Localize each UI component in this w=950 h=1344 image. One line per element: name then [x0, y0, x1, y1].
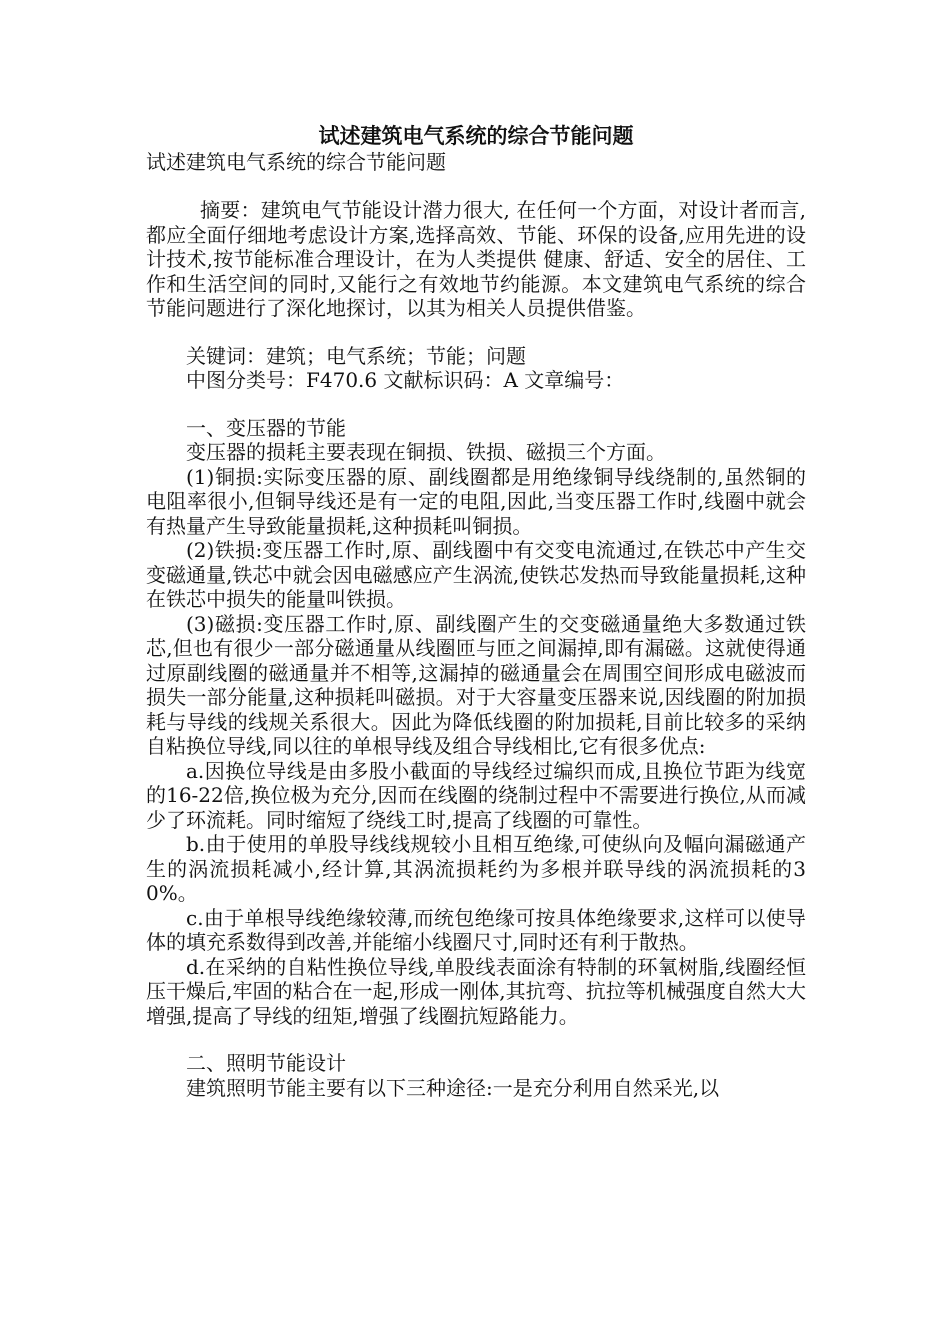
section-heading-lighting: 二、照明节能设计	[186, 1051, 346, 1075]
advantage-d-paragraph: d.在采纳的自粘性换位导线,单股线表面涂有特制的环氧树脂,线圈经恒压干燥后,牢固的粘合在一起,形成一刚体,其抗弯、抗拉等机械强度自然大大增强,提高了导线的纽矩,增强了线圈抗短路能力。	[146, 954, 806, 1028]
section-heading-transformer: 一、变压器的节能	[186, 415, 346, 440]
document-body	[146, 122, 806, 1100]
copper-loss-paragraph: (1)铜损:实际变压器的原、副线圈都是用绝缘铜导线绕制的,虽然铜的电阻率很小,但铜导线还是有一定的电阻,因此,当变压器工作时,线圈中就会有热量产生导致能量损耗,这种损耗叫铜损。	[146, 464, 806, 538]
document-subtitle: 试述建筑电气系统的综合节能问题	[146, 150, 446, 174]
keywords-line: 关键词：建筑；电气系统；节能；问题	[186, 343, 526, 368]
advantage-c-paragraph: c.由于单根导线绝缘较薄,而统包绝缘可按具体绝缘要求,这样可以使导体的填充系数得到改善,并能缩小线圈尺寸,同时还有利于散热。	[146, 905, 806, 954]
section1-intro: 变压器的损耗主要表现在铜损、铁损、磁损三个方面。	[186, 440, 666, 464]
section2-intro: 建筑照明节能主要有以下三种途径:一是充分利用自然采光,以	[186, 1075, 720, 1100]
document-title: 试述建筑电气系统的综合节能问题	[318, 124, 634, 148]
iron-loss-paragraph: (2)铁损:变压器工作时,原、副线圈中有交变电流通过,在铁芯中产生交变磁通量,铁芯中就会因电磁感应产生涡流,使铁芯发热而导致能量损耗,这种在铁芯中损失的能量叫铁损。	[146, 538, 806, 611]
classification-line: 中图分类号：F470.6 文献标识码：A 文章编号：	[186, 368, 625, 392]
advantage-a-paragraph: a.因换位导线是由多股小截面的导线经过编织而成,且换位节距为线宽的16-22倍,换位极为充分,因而在线圈的绕制过程中不需要进行换位,从而减少了环流耗。同时缩短了绕线工时,提高了线圈的可靠性。	[146, 758, 806, 832]
abstract-paragraph: 摘要：建筑电气节能设计潜力很大, 在任何一个方面，对设计者而言,都应全面仔细地考虑设计方案,选择高效、节能、环保的设备,应用先进的设计技术,按节能标准合理设计，在为人类提供 健康、舒适、安全的居住、工作和生活空间的同时,又能行之有效地节约能源。本文建筑电气系统的综合节能问题进行了深化地探讨，以其为相关人员提供借鉴。	[146, 198, 806, 320]
magnetic-loss-paragraph: (3)磁损:变压器工作时,原、副线圈产生的交变磁通量绝大多数通过铁芯,但也有很少一部分磁通量从线圈匝与匝之间漏掉,即有漏磁。这就使得通过原副线圈的磁通量并不相等,这漏掉的磁通量会在周围空间形成电磁波而损失一部分能量,这种损耗叫磁损。对于大容量变压器来说,因线圈的附加损耗与导线的线规关系很大。因此为降低线圈的附加损耗,目前比较多的采纳自粘换位导线,同以往的单根导线及组合导线相比,它有很多优点:	[146, 611, 806, 758]
advantage-b-paragraph: b.由于使用的单股导线线规较小且相互绝缘,可使纵向及幅向漏磁通产生的涡流损耗减小,经计算,其涡流损耗约为多根并联导线的涡流损耗的30%。	[146, 832, 806, 905]
